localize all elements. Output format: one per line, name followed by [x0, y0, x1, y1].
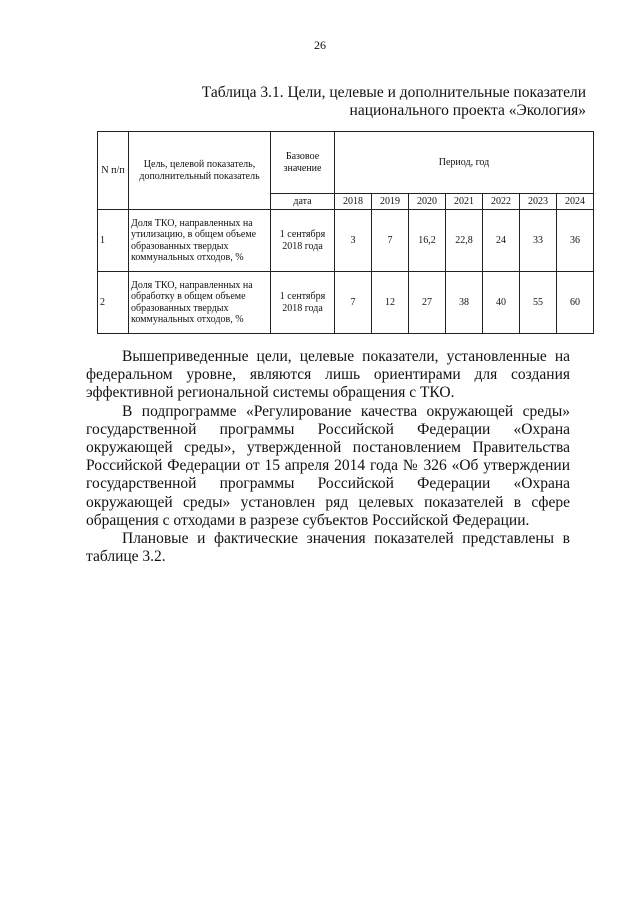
- table-row: [98, 272, 594, 334]
- year-cell: 2024: [557, 194, 594, 210]
- header-period: Период, год: [335, 132, 594, 194]
- paragraph: Плановые и фактические значения показателей представлены в таблице 3.2.: [86, 530, 570, 566]
- row-value: 16,2: [409, 210, 446, 272]
- row-value: 38: [446, 272, 483, 334]
- row-value: 40: [483, 272, 520, 334]
- row-value: 22,8: [446, 210, 483, 272]
- caption-line-1: Таблица 3.1. Цели, целевые и дополнительные показатели: [201, 84, 586, 101]
- row-value: 24: [483, 210, 520, 272]
- row-value: 55: [520, 272, 557, 334]
- header-base: Базовое значение: [271, 132, 335, 194]
- row-num: 2: [98, 272, 129, 334]
- row-value: 3: [335, 210, 372, 272]
- row-value: 7: [372, 210, 409, 272]
- row-value: 7: [335, 272, 372, 334]
- year-cell: 2020: [409, 194, 446, 210]
- header-date: дата: [271, 194, 335, 210]
- header-num: N п/п: [98, 132, 129, 210]
- paragraph: Вышеприведенные цели, целевые показатели, установленные на федеральном уровне, являются лишь ориентирами для создания эффективной региональной системы обращения с ТКО.: [86, 348, 570, 402]
- year-cell: 2018: [335, 194, 372, 210]
- table-caption: [166, 84, 586, 120]
- row-value: 27: [409, 272, 446, 334]
- indicators-table: [97, 131, 594, 334]
- body-text: [86, 348, 570, 566]
- row-num: 1: [98, 210, 129, 272]
- year-cell: 2022: [483, 194, 520, 210]
- row-value: 36: [557, 210, 594, 272]
- row-base: 1 сентября 2018 года: [271, 272, 335, 334]
- caption-line-2: национального проекта «Экология»: [349, 102, 586, 119]
- row-indicator: Доля ТКО, направленных на обработку в общем объеме образованных твердых коммунальных отходов, %: [129, 272, 271, 334]
- year-cell: 2021: [446, 194, 483, 210]
- row-indicator: Доля ТКО, направленных на утилизацию, в общем объеме образованных твердых коммунальных отходов, %: [129, 210, 271, 272]
- page-number: 26: [314, 38, 326, 52]
- year-cell: 2019: [372, 194, 409, 210]
- paragraph: В подпрограмме «Регулирование качества окружающей среды» государственной программы Российской Федерации «Охрана окружающей среды», утвержденной постановлением Правительства Российской Федерации от 15 апреля 2014 года № 326 «Об утверждении государственной программы Российской Федерации «Охрана окружающей среды» установлен ряд целевых показателей в сфере обращения с отходами в разрезе субъектов Российской Федерации.: [86, 402, 570, 529]
- table-row: [98, 210, 594, 272]
- header-indicator: Цель, целевой показатель, дополнительный показатель: [129, 132, 271, 210]
- row-value: 12: [372, 272, 409, 334]
- year-cell: 2023: [520, 194, 557, 210]
- row-base: 1 сентября 2018 года: [271, 210, 335, 272]
- row-value: 60: [557, 272, 594, 334]
- row-value: 33: [520, 210, 557, 272]
